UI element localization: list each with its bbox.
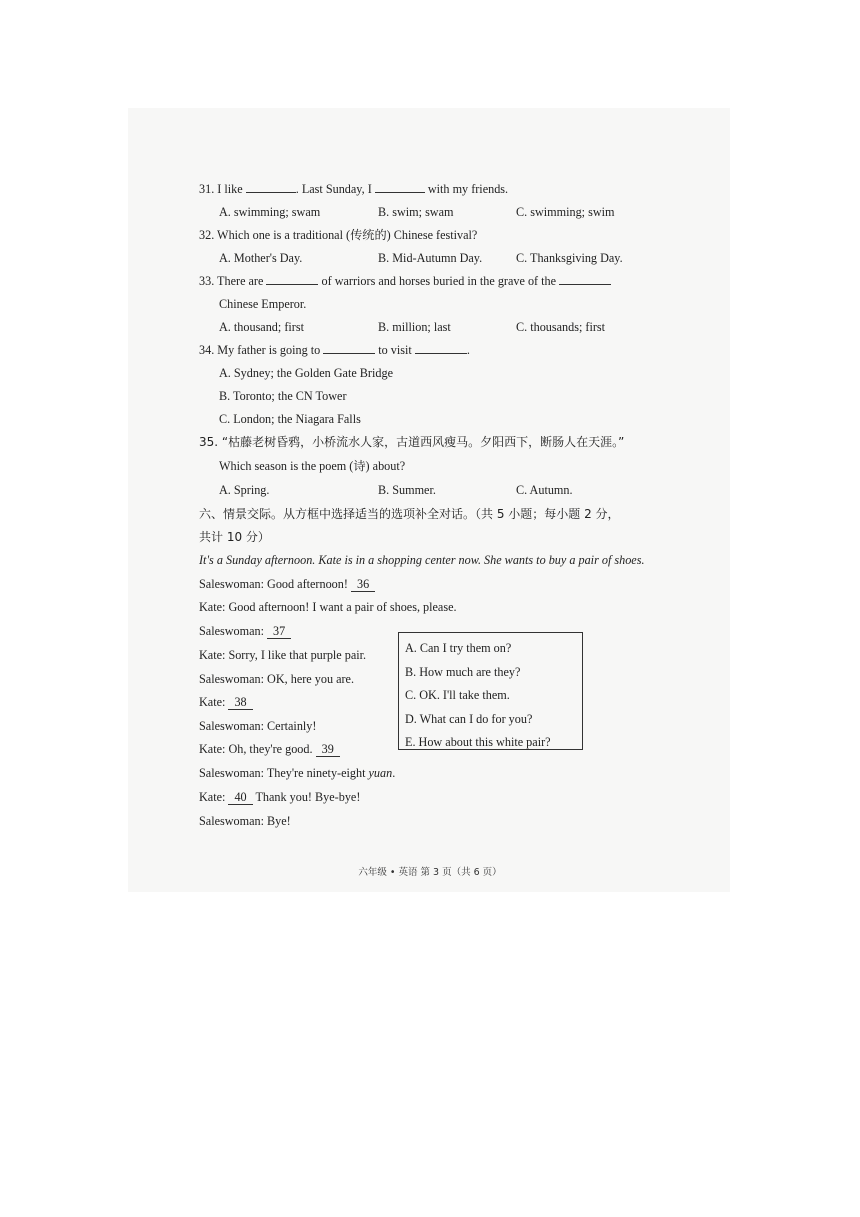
blank-40: 40: [228, 791, 252, 805]
q34-stem-part2: to visit: [378, 343, 412, 357]
dialogue-line-9: [199, 765, 395, 781]
q34-blank-1: [323, 342, 375, 354]
q32-option-c: C. Thanksgiving Day.: [516, 251, 623, 265]
q31-blank-2: [375, 181, 425, 193]
q35-option-a: A. Spring.: [219, 483, 270, 497]
q33-stem-cont: Chinese Emperor.: [219, 297, 307, 311]
q33-stem: [199, 273, 611, 289]
q31-option-c: C. swimming; swim: [516, 205, 615, 219]
dialogue-line-3: [199, 623, 291, 639]
dialogue-line-8: [199, 741, 340, 757]
dialogue-line-6-text: Kate:: [199, 695, 226, 709]
blank-37: 37: [267, 625, 291, 639]
option-c: C. OK. I'll take them.: [405, 688, 510, 702]
q35-stem: 35. “枯藤老树昏鸦，小桥流水人家，古道西风瘦马。夕阳西下，断肠人在天涯。”: [199, 435, 625, 449]
blank-38: 38: [228, 696, 252, 710]
q31-stem-part3: with my friends.: [427, 182, 509, 196]
dialogue-line-2: [199, 599, 457, 615]
q35-option-c: C. Autumn.: [516, 483, 573, 497]
q31-blank-1: [246, 181, 296, 193]
dialogue-line-1-text: Saleswoman: Good afternoon!: [199, 577, 348, 591]
dialogue-line-5: [199, 671, 354, 687]
option-a: A. Can I try them on?: [405, 641, 512, 655]
q34-option-a: A. Sydney; the Golden Gate Bridge: [219, 366, 393, 380]
option-b: B. How much are they?: [405, 665, 521, 679]
q33-option-b: B. million; last: [378, 320, 451, 334]
q31-stem-part2: . Last Sunday, I: [295, 182, 372, 196]
option-d: D. What can I do for you?: [405, 712, 533, 726]
section6-heading-line1: 六、情景交际。从方框中选择适当的选项补全对话。（共 5 小题；每小题 2 分，: [199, 507, 620, 521]
dialogue-line-7-text: Saleswoman: Certainly!: [199, 719, 317, 733]
q35-stem-2: Which season is the poem (诗) about?: [219, 459, 406, 473]
q31-stem-part1: 31. I like: [199, 182, 243, 196]
dialogue-line-5-text: Saleswoman: OK, here you are.: [199, 672, 355, 686]
option-e: E. How about this white pair?: [405, 735, 551, 749]
q31-option-b: B. swim; swam: [378, 205, 454, 219]
q32-option-a: A. Mother's Day.: [219, 251, 303, 265]
dialogue-line-10-text: Kate:: [199, 790, 226, 804]
q33-stem-part2: of warriors and horses buried in the grave of the: [321, 274, 557, 288]
dialogue-line-8-text: Kate: Oh, they're good.: [199, 742, 313, 756]
q32-stem: 32. Which one is a traditional (传统的) Chinese festival?: [199, 228, 478, 242]
q34-stem: [199, 342, 470, 358]
q35-option-b: B. Summer.: [378, 483, 436, 497]
dialogue-line-11: [199, 813, 291, 829]
page-footer: 六年级 • 英语 第 3 页（共 6 页）: [358, 867, 502, 878]
section6-heading-line2: 共计 10 分）: [199, 530, 270, 544]
dialogue-line-1: [199, 576, 375, 592]
dialogue-line-10-after: Thank you! Bye-bye!: [255, 790, 361, 804]
q34-stem-part1: 34. My father is going to: [199, 343, 321, 357]
dialogue-line-7: [199, 718, 316, 734]
q31-stem: [199, 181, 508, 197]
dialogue-line-9-text: Saleswoman: They're ninety-eight: [199, 766, 366, 780]
dialogue-line-4-text: Kate: Sorry, I like that purple pair.: [199, 648, 367, 662]
q33-blank-1: [266, 273, 318, 285]
q33-blank-2: [559, 273, 611, 285]
dialogue-line-4: [199, 647, 366, 663]
dialogue-line-11-text: Saleswoman: Bye!: [199, 814, 291, 828]
options-box: [398, 632, 583, 750]
q33-option-c: C. thousands; first: [516, 320, 606, 334]
q32-option-b: B. Mid-Autumn Day.: [378, 251, 483, 265]
q33-option-a: A. thousand; first: [219, 320, 304, 334]
dialogue-line-3-text: Saleswoman:: [199, 624, 264, 638]
blank-36: 36: [351, 578, 375, 592]
blank-39: 39: [316, 743, 340, 757]
section6-intro: It's a Sunday afternoon. Kate is in a shopping center now. She wants to buy a pair of shoes.: [199, 553, 645, 567]
q34-stem-part3: .: [466, 343, 470, 357]
q33-stem-part1: 33. There are: [199, 274, 264, 288]
yuan-word: yuan: [368, 766, 393, 780]
q34-blank-2: [415, 342, 467, 354]
q31-option-a: A. swimming; swam: [219, 205, 321, 219]
q34-option-c: C. London; the Niagara Falls: [219, 412, 361, 426]
yuan-period: .: [392, 766, 396, 780]
dialogue-line-10: [199, 789, 360, 805]
dialogue-line-6: [199, 694, 253, 710]
dialogue-line-2-text: Kate: Good afternoon! I want a pair of shoes, please.: [199, 600, 457, 614]
q34-option-b: B. Toronto; the CN Tower: [219, 389, 347, 403]
